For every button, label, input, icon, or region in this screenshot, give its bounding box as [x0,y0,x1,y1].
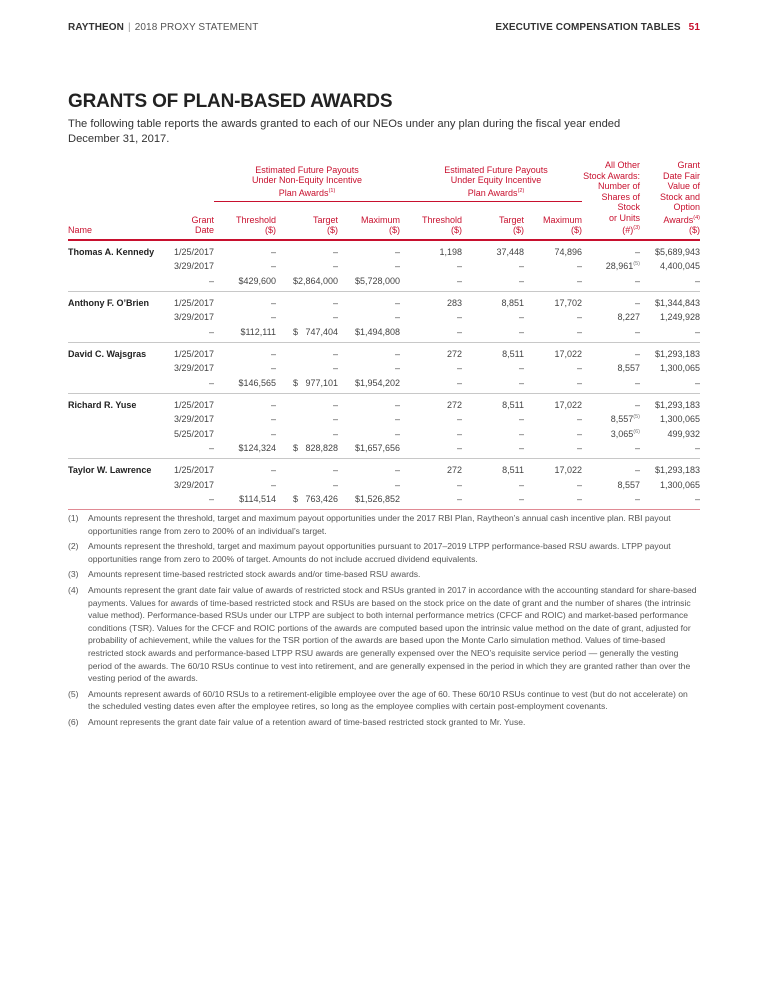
cell-ne-threshold: – [270,246,276,257]
cell-ne-maximum: $1,954,202 [338,375,400,393]
cell-ne-maximum: – [394,428,400,439]
cell-ne-threshold: – [270,261,276,271]
footnotes-list [68,512,702,732]
cell-eq-target: 8,511 [502,399,524,410]
cell-ne-threshold: $429,600 [214,273,276,291]
footnote-text: Amounts represent the threshold, target and maximum payout opportunities pursuant to 2017–2019 LTPP performance-based RSU awards. LTPP payout opportunities range from zero to 200% of target. Amounts do not include accrued dividend equivalents. [88,541,671,564]
page-title: GRANTS OF PLAN-BASED AWARDS [68,91,393,112]
cell-eq-target: – [518,428,524,439]
cell-ne-target: – [332,312,338,322]
cell-grant-date-fair-value: – [640,273,700,291]
cell-eq-target: – [462,375,524,393]
person-name [68,273,160,291]
cell-ne-threshold: $124,324 [214,441,276,459]
cell-ne-target: $ 977,101 [276,375,338,393]
cell-grant-date-fair-value: 4,400,045 [659,261,700,271]
table-row [68,393,700,412]
cell-ne-threshold: – [270,348,276,359]
document-name: 2018 PROXY STATEMENT [134,22,259,33]
col-ne-target: Target ($) [276,202,338,240]
footnote-number: (1) [68,513,79,523]
cell-all-other-stock-awards: – [582,273,640,291]
cell-eq-maximum: – [576,261,582,271]
cell-grant-date: 3/29/2017 [173,479,214,490]
table-row [68,310,700,325]
col-eq-maximum: Maximum ($) [524,202,582,240]
col-ne-threshold: Threshold ($) [214,202,276,240]
footnote-text: Amounts represent the grant date fair value of awards of restricted stock and RSUs granted in 2017 in accordance with the accounting standard for share-based payments. Values for awards of time-based restricted stock and RSUs are based on the stock price on the date of grant and the number of shares (the intrinsic value method). Performance-based RSUs under our LTPP are subject to both internal performance metrics (CFCF and ROIC) and market-based performance conditions (TSR). Values for the CFCF and ROIC portions of the awards are computed based upon the intrinsic value method on the date of grant, adjusted for probability of achievement, while the values for the TSR portion of the awards are based upon the Monte Carlo simulation method. Values of time-based restricted stock awards and performance-based LTPP RSU awards are generally expensed over the NEO’s requisite service period — generally the vesting period of the awards. The 60/10 RSUs continue to vest into retirement, and are generally expensed in the period in which they are granted rather than over the vesting period of the awards. [88,584,697,684]
company-name: RAYTHEON [68,22,124,33]
cell-ne-threshold: – [270,399,276,410]
cell-ne-maximum: $1,657,656 [338,441,400,459]
cell-ne-target: – [332,465,338,475]
cell-grant-date-fair-value: $1,293,183 [654,399,700,410]
cell-eq-threshold: – [456,428,462,439]
cell-eq-target: – [518,479,524,490]
cell-eq-maximum: – [576,479,582,490]
cell-ne-target: – [332,414,338,424]
col-grant-date: Grant Date [160,202,214,240]
table-row [68,324,700,342]
cell-all-other-stock-awards: – [634,246,640,257]
cell-grant-date: 3/29/2017 [173,261,214,271]
cell-grant-date: – [160,492,214,510]
cell-grant-date: – [160,441,214,459]
table-row [68,240,700,259]
group-header-row [68,160,700,202]
cell-eq-threshold: 272 [446,348,462,359]
cell-grant-date: – [160,273,214,291]
all-other-stock-header: All Other Stock Awards: Number of Shares of Stock or Units (#)$^{(3)}$ [582,160,640,240]
cell-grant-date-fair-value: 1,300,065 [659,414,700,424]
running-header [68,22,700,38]
table-row [68,259,700,274]
table-row [68,342,700,361]
cell-ne-threshold: – [270,297,276,308]
cell-ne-threshold: – [270,312,276,322]
footnote-item [68,584,702,685]
cell-ne-threshold: – [270,465,276,475]
cell-grant-date-fair-value: 1,249,928 [659,312,700,322]
cell-all-other-stock-awards: – [634,399,640,410]
cell-grant-date-fair-value: – [640,375,700,393]
cell-ne-target: – [332,479,338,490]
table-row [68,361,700,376]
cell-eq-threshold: – [400,492,462,510]
cell-eq-maximum: – [576,428,582,439]
person-name [68,492,160,510]
footnote-item [68,716,702,729]
cell-ne-maximum: $1,494,808 [338,324,400,342]
cell-grant-date: 1/25/2017 [173,465,214,475]
cell-grant-date-fair-value: $5,689,943 [654,246,700,257]
person-name: David C. Wajsgras [68,348,147,359]
cell-grant-date: 1/25/2017 [173,399,214,410]
cell-ne-maximum: – [394,297,400,308]
col-eq-threshold: Threshold ($) [400,202,462,240]
cell-ne-maximum: – [394,246,400,257]
cell-ne-target: – [332,246,338,257]
cell-ne-target: – [332,399,338,410]
header-separator: | [128,22,131,33]
cell-ne-threshold: – [270,479,276,490]
col-eq-target: Target ($) [462,202,524,240]
cell-eq-threshold: – [400,375,462,393]
cell-all-other-stock-awards: – [582,492,640,510]
person-name [68,477,160,492]
cell-eq-maximum: – [524,441,582,459]
cell-eq-maximum: – [524,324,582,342]
person-name: Richard R. Yuse [68,399,137,410]
person-name [68,310,160,325]
table-row [68,459,700,478]
col-name: Name [68,202,160,240]
cell-eq-target: 37,448 [496,246,524,257]
footnote-number: (5) [68,688,79,699]
cell-eq-threshold: 283 [446,297,462,308]
footnote-text: Amounts represent awards of 60/10 RSUs to a retirement-eligible employee over the age of 60. These 60/10 RSUs continue to vest (but do not accelerate) on the scheduled vesting dates even after the employee retires, so long as the employee complies with certain post-employment covenants. [88,688,688,712]
header-right [495,22,700,33]
section-name: EXECUTIVE COMPENSATION TABLES [495,22,681,33]
cell-eq-target: – [462,441,524,459]
footnote-number: (6) [68,716,79,727]
person-name [68,259,160,274]
cell-eq-target: 8,511 [502,348,524,359]
cell-all-other-stock-awards: – [634,297,640,308]
table-row [68,492,700,510]
cell-all-other-stock-awards: 8,557$^{(5)}$ [610,414,640,424]
cell-ne-threshold: – [270,428,276,439]
cell-grant-date-fair-value: – [640,324,700,342]
person-name [68,412,160,427]
cell-grant-date-fair-value: 1,300,065 [659,363,700,373]
cell-ne-target: – [332,428,338,439]
cell-grant-date-fair-value: 499,932 [667,428,700,439]
cell-ne-threshold: – [270,363,276,373]
person-name [68,375,160,393]
cell-ne-maximum: – [394,363,400,373]
cell-ne-maximum: – [394,348,400,359]
table-row [68,426,700,441]
cell-ne-threshold: – [270,414,276,424]
person-name [68,324,160,342]
person-name: Taylor W. Lawrence [68,465,152,475]
cell-grant-date: 1/25/2017 [173,348,214,359]
cell-ne-target: $2,864,000 [276,273,338,291]
footnote-item [68,540,702,565]
cell-eq-threshold: – [456,363,462,373]
cell-ne-target: – [332,348,338,359]
cell-eq-threshold: 272 [446,399,462,410]
footnote-item [68,512,702,537]
table-row [68,412,700,427]
cell-eq-target: 8,851 [501,297,524,308]
cell-eq-maximum: – [576,363,582,373]
cell-grant-date-fair-value: 1,300,065 [659,479,700,490]
cell-all-other-stock-awards: – [582,375,640,393]
footnote-item [68,568,702,581]
cell-eq-target: – [462,273,524,291]
cell-ne-target: – [332,363,338,373]
cell-ne-maximum: – [394,261,400,271]
cell-eq-target: – [518,363,524,373]
cell-all-other-stock-awards: 3,065$^{(6)}$ [610,428,640,439]
non-equity-group-header: Estimated Future Payouts Under Non-Equity Incentive Plan Awards$^{(1)}$ [214,160,400,202]
cell-all-other-stock-awards: – [582,324,640,342]
cell-eq-maximum: – [524,492,582,510]
cell-eq-maximum: – [576,414,582,424]
cell-ne-target: $ 828,828 [276,441,338,459]
cell-ne-target: $ 747,404 [276,324,338,342]
cell-all-other-stock-awards: 28,961$^{(5)}$ [605,261,640,271]
cell-grant-date: 1/25/2017 [173,297,214,308]
cell-all-other-stock-awards: 8,227 [617,312,640,322]
header-left [68,22,258,33]
equity-group-header: Estimated Future Payouts Under Equity Incentive Plan Awards$^{(2)}$ [400,160,582,202]
footnote-text: Amounts represent the threshold, target and maximum payout opportunities under the 2017 RBI Plan, Raytheon’s annual cash incentive plan. RBI payout opportunities range from zero to 200% of an individual’s target. [88,513,671,536]
page-number: 51 [688,22,700,33]
cell-ne-threshold: $114,514 [214,492,276,510]
person-name: Thomas A. Kennedy [68,246,155,257]
cell-grant-date: – [160,324,214,342]
footnote-item [68,688,702,713]
grants-table-body [68,240,700,510]
cell-eq-threshold: 272 [446,465,462,475]
cell-grant-date-fair-value: $1,293,183 [654,348,700,359]
grants-table [68,160,700,510]
cell-eq-target: – [518,414,524,424]
footnote-number: (2) [68,541,79,552]
person-name: Anthony F. O’Brien [68,297,149,308]
col-ne-maximum: Maximum ($) [338,202,400,240]
cell-ne-maximum: $1,526,852 [338,492,400,510]
footnote-text: Amounts represent time-based restricted stock awards and/or time-based RSU awards. [88,569,421,580]
table-row [68,273,700,291]
intro-paragraph: The following table reports the awards granted to each of our NEOs under any plan during the fiscal year ended December 31, 2017. [68,118,621,145]
cell-ne-maximum: – [394,479,400,490]
cell-all-other-stock-awards: – [634,465,640,475]
cell-grant-date: 3/29/2017 [173,414,214,424]
cell-ne-threshold: $146,565 [214,375,276,393]
cell-eq-threshold: – [456,414,462,424]
cell-grant-date-fair-value: $1,293,183 [654,465,700,475]
footnote-text: Amount represents the grant date fair value of a retention award of time-based restricted stock granted to Mr. Yuse. [88,716,526,727]
table-row [68,375,700,393]
cell-eq-maximum: 17,022 [554,399,582,410]
cell-ne-maximum: – [394,414,400,424]
footnote-number: (3) [68,569,79,580]
cell-eq-target: – [462,324,524,342]
cell-eq-maximum: 17,022 [554,348,582,359]
cell-ne-maximum: – [394,399,400,410]
cell-eq-maximum: 17,702 [554,297,582,308]
cell-grant-date-fair-value: $1,344,843 [654,297,700,308]
cell-all-other-stock-awards: 8,557 [617,479,640,490]
cell-eq-maximum: 17,022 [554,465,582,475]
cell-all-other-stock-awards: 8,557 [617,363,640,373]
table-row [68,441,700,459]
grant-date-fair-value-header: Grant Date Fair Value of Stock and Option Awards$^{(4)}$ ($) [640,160,700,240]
cell-ne-target: $ 763,426 [276,492,338,510]
person-name [68,426,160,441]
cell-grant-date: 5/25/2017 [173,428,214,439]
cell-ne-maximum: $5,728,000 [338,273,400,291]
person-name [68,441,160,459]
table-row [68,291,700,310]
cell-eq-threshold: – [400,273,462,291]
cell-grant-date: – [160,375,214,393]
cell-grant-date: 3/29/2017 [173,363,214,373]
cell-eq-threshold: 1,198 [439,246,462,257]
cell-grant-date-fair-value: – [640,492,700,510]
cell-ne-target: – [332,261,338,271]
table-row [68,477,700,492]
cell-eq-threshold: – [400,441,462,459]
cell-eq-threshold: – [456,312,462,322]
cell-eq-target: – [462,492,524,510]
cell-grant-date-fair-value: – [640,441,700,459]
person-name [68,361,160,376]
cell-eq-threshold: – [456,479,462,490]
cell-grant-date: 1/25/2017 [173,246,214,257]
cell-all-other-stock-awards: – [582,441,640,459]
cell-eq-maximum: 74,896 [554,246,582,257]
cell-eq-target: 8,511 [502,465,524,475]
cell-all-other-stock-awards: – [634,348,640,359]
footnote-number: (4) [68,584,79,595]
cell-eq-maximum: – [524,273,582,291]
cell-ne-maximum: – [394,312,400,322]
cell-ne-maximum: – [394,465,400,475]
cell-eq-maximum: – [576,312,582,322]
cell-ne-target: – [332,297,338,308]
cell-eq-threshold: – [400,324,462,342]
cell-eq-maximum: – [524,375,582,393]
cell-ne-threshold: $112,111 [214,324,276,342]
cell-eq-target: – [518,261,524,271]
cell-grant-date: 3/29/2017 [173,312,214,322]
cell-eq-target: – [518,312,524,322]
cell-eq-threshold: – [456,261,462,271]
